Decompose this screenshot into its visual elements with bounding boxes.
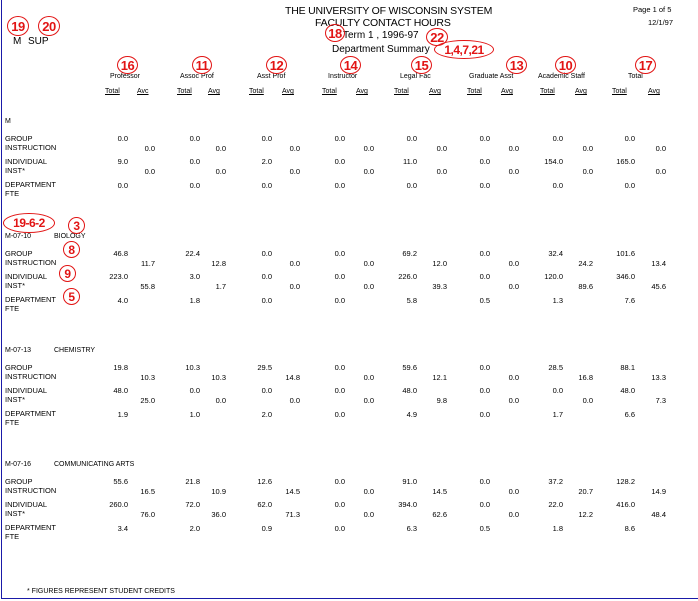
cell-total: 0.0	[334, 157, 345, 166]
cell-total: 0.0	[624, 134, 635, 143]
cell-value: 1.8	[552, 524, 563, 533]
column-header: Total	[628, 73, 643, 80]
cell-total: 0.0	[479, 386, 490, 395]
cell-avg: 0.0	[508, 396, 519, 405]
cell-total: 2.0	[261, 157, 272, 166]
cell-total: 0.0	[117, 134, 128, 143]
column-header: Academic Staff	[538, 73, 585, 80]
cell-value: 0.0	[552, 181, 563, 190]
cell-avg: 0.0	[289, 167, 300, 176]
cell-total: 0.0	[334, 249, 345, 258]
cell-avg: 0.0	[508, 510, 519, 519]
cell-value: 1.7	[552, 410, 563, 419]
cell-value: 1.8	[189, 296, 200, 305]
report-date: 12/1/97	[648, 18, 674, 27]
cell-total: 101.6	[616, 249, 635, 258]
cell-value: 0.0	[261, 181, 272, 190]
row-label: INDIVIDUAL	[5, 386, 48, 395]
cell-total: 346.0	[616, 272, 635, 281]
annotation-mark: 9	[59, 265, 76, 282]
cell-avg: 0.0	[289, 282, 300, 291]
cell-avg: 0.0	[582, 167, 593, 176]
cell-total: 0.0	[189, 386, 200, 395]
cell-avg: 71.3	[285, 510, 300, 519]
subhead-total: Total	[322, 88, 337, 95]
annotation-mark: 11	[192, 56, 212, 74]
annotation-mark: 15	[411, 56, 432, 74]
cell-total: 394.0	[398, 500, 417, 509]
cell-total: 21.8	[185, 477, 200, 486]
cell-avg: 12.0	[432, 259, 447, 268]
section-code: M-07-13	[5, 347, 32, 354]
subhead-avg: Avc	[137, 88, 149, 95]
row-label: GROUP	[5, 363, 33, 372]
section-code: M-07-16	[5, 461, 32, 468]
row-label: INSTRUCTION	[5, 258, 57, 267]
cell-total: 0.0	[261, 386, 272, 395]
row-label: INST*	[5, 395, 26, 404]
cell-total: 0.0	[334, 477, 345, 486]
cell-total: 0.0	[261, 272, 272, 281]
cell-total: 69.2	[402, 249, 417, 258]
cell-value: 6.3	[406, 524, 417, 533]
annotation-mark: 8	[63, 241, 80, 258]
cell-value: 0.0	[334, 524, 345, 533]
cell-avg: 0.0	[215, 167, 226, 176]
cell-avg: 0.0	[508, 259, 519, 268]
cell-avg: 0.0	[582, 144, 593, 153]
cell-avg: 16.5	[140, 487, 155, 496]
cell-total: 0.0	[479, 500, 490, 509]
cell-avg: 0.0	[363, 259, 374, 268]
cell-total: 3.0	[189, 272, 200, 281]
row-label: FTE	[5, 532, 20, 541]
row-label: INST*	[5, 281, 26, 290]
cell-total: 0.0	[334, 363, 345, 372]
row-label: FTE	[5, 418, 20, 427]
term-label: Term 1 , 1996-97	[343, 30, 419, 41]
cell-avg: 0.0	[289, 144, 300, 153]
page-number: Page 1 of 5	[633, 5, 672, 14]
cell-avg: 10.3	[140, 373, 155, 382]
cell-total: 0.0	[479, 477, 490, 486]
cell-value: 0.5	[479, 524, 490, 533]
cell-total: 416.0	[616, 500, 635, 509]
cell-avg: 0.0	[289, 396, 300, 405]
cell-total: 28.5	[548, 363, 563, 372]
cell-total: 0.0	[479, 134, 490, 143]
row-label: DEPARTMENT	[5, 523, 56, 532]
cell-avg: 0.0	[508, 373, 519, 382]
cell-avg: 20.7	[578, 487, 593, 496]
cell-total: 0.0	[406, 134, 417, 143]
annotation-mark: 1,4,7,21	[434, 40, 494, 59]
cell-avg: 0.0	[363, 373, 374, 382]
footnote: * FIGURES REPRESENT STUDENT CREDITS	[27, 588, 175, 595]
section-code: M	[5, 118, 11, 125]
cell-avg: 13.4	[651, 259, 666, 268]
row-label: FTE	[5, 189, 20, 198]
cell-total: 165.0	[616, 157, 635, 166]
cell-avg: 16.8	[578, 373, 593, 382]
cell-avg: 7.3	[655, 396, 666, 405]
subhead-avg: Avg	[356, 88, 368, 95]
cell-total: 22.0	[548, 500, 563, 509]
campus-code: M	[13, 36, 22, 47]
column-header: Assoc Prof	[180, 73, 214, 80]
cell-total: 12.6	[257, 477, 272, 486]
cell-avg: 0.0	[436, 167, 447, 176]
cell-avg: 0.0	[508, 167, 519, 176]
subhead-total: Total	[177, 88, 192, 95]
row-label: INSTRUCTION	[5, 143, 57, 152]
annotation-mark: 22	[426, 28, 448, 46]
cell-avg: 14.5	[432, 487, 447, 496]
cell-total: 9.0	[117, 157, 128, 166]
sup-label: SUP	[28, 36, 49, 47]
cell-total: 32.4	[548, 249, 563, 258]
subhead-avg: Avg	[282, 88, 294, 95]
cell-total: 62.0	[257, 500, 272, 509]
cell-avg: 9.8	[436, 396, 447, 405]
cell-value: 0.0	[406, 181, 417, 190]
cell-value: 4.9	[406, 410, 417, 419]
summary-label: Department Summary	[332, 44, 430, 55]
cell-avg: 12.1	[432, 373, 447, 382]
cell-value: 6.6	[624, 410, 635, 419]
cell-avg: 62.6	[432, 510, 447, 519]
cell-avg: 76.0	[140, 510, 155, 519]
cell-avg: 0.0	[363, 487, 374, 496]
cell-total: 154.0	[544, 157, 563, 166]
cell-avg: 48.4	[651, 510, 666, 519]
cell-value: 0.0	[189, 181, 200, 190]
cell-total: 128.2	[616, 477, 635, 486]
cell-total: 29.5	[257, 363, 272, 372]
cell-avg: 39.3	[432, 282, 447, 291]
cell-total: 0.0	[479, 363, 490, 372]
cell-total: 48.0	[620, 386, 635, 395]
row-label: GROUP	[5, 249, 33, 258]
cell-avg: 10.9	[211, 487, 226, 496]
cell-value: 0.0	[334, 181, 345, 190]
cell-total: 55.6	[113, 477, 128, 486]
cell-avg: 1.7	[215, 282, 226, 291]
cell-total: 72.0	[185, 500, 200, 509]
subhead-avg: Avg	[648, 88, 660, 95]
cell-total: 0.0	[261, 134, 272, 143]
cell-value: 0.9	[261, 524, 272, 533]
cell-value: 1.9	[117, 410, 128, 419]
cell-avg: 0.0	[289, 259, 300, 268]
cell-avg: 55.8	[140, 282, 155, 291]
cell-total: 37.2	[548, 477, 563, 486]
annotation-mark: 20	[38, 16, 60, 36]
section-name: CHEMISTRY	[54, 347, 96, 354]
report-subtitle: FACULTY CONTACT HOURS	[315, 17, 451, 29]
cell-value: 0.0	[334, 296, 345, 305]
annotation-mark: 10	[555, 56, 576, 74]
cell-value: 0.0	[479, 181, 490, 190]
cell-total: 88.1	[620, 363, 635, 372]
cell-avg: 25.0	[140, 396, 155, 405]
annotation-mark: 17	[635, 56, 656, 74]
cell-total: 0.0	[479, 249, 490, 258]
cell-avg: 0.0	[363, 167, 374, 176]
cell-avg: 0.0	[655, 167, 666, 176]
cell-total: 223.0	[109, 272, 128, 281]
column-header: Instructor	[328, 73, 358, 80]
cell-avg: 0.0	[215, 144, 226, 153]
cell-value: 3.4	[117, 524, 128, 533]
cell-avg: 36.0	[211, 510, 226, 519]
cell-avg: 14.5	[285, 487, 300, 496]
cell-total: 0.0	[552, 134, 563, 143]
column-header: Asst Prof	[257, 73, 286, 80]
cell-avg: 0.0	[363, 510, 374, 519]
annotation-mark: 13	[506, 56, 527, 74]
cell-total: 0.0	[261, 249, 272, 258]
annotation-mark: 19	[7, 16, 29, 36]
annotation-mark: 5	[63, 288, 80, 305]
cell-total: 0.0	[189, 157, 200, 166]
column-header: Graduate Asst	[469, 73, 514, 80]
cell-total: 226.0	[398, 272, 417, 281]
cell-total: 46.8	[113, 249, 128, 258]
cell-total: 10.3	[185, 363, 200, 372]
subhead-avg: Avg	[501, 88, 513, 95]
cell-total: 22.4	[185, 249, 200, 258]
cell-avg: 10.3	[211, 373, 226, 382]
cell-avg: 0.0	[436, 144, 447, 153]
cell-avg: 14.9	[651, 487, 666, 496]
cell-value: 7.6	[624, 296, 635, 305]
cell-avg: 0.0	[144, 144, 155, 153]
row-label: INDIVIDUAL	[5, 157, 48, 166]
cell-value: 8.6	[624, 524, 635, 533]
cell-value: 0.0	[261, 296, 272, 305]
subhead-avg: Avg	[208, 88, 220, 95]
annotation-mark: 16	[117, 56, 138, 74]
cell-total: 19.8	[113, 363, 128, 372]
section-code: M-07-10	[5, 233, 32, 240]
column-header: Professor	[110, 73, 140, 80]
subhead-avg: Avg	[575, 88, 587, 95]
row-label: GROUP	[5, 134, 33, 143]
cell-total: 48.0	[402, 386, 417, 395]
annotation-mark: 19-6-2	[3, 213, 55, 233]
cell-avg: 0.0	[144, 167, 155, 176]
cell-avg: 0.0	[363, 396, 374, 405]
row-label: DEPARTMENT	[5, 180, 56, 189]
annotation-mark: 12	[266, 56, 287, 74]
cell-avg: 24.2	[578, 259, 593, 268]
cell-avg: 0.0	[508, 487, 519, 496]
subhead-total: Total	[612, 88, 627, 95]
cell-total: 260.0	[109, 500, 128, 509]
row-label: INSTRUCTION	[5, 486, 57, 495]
row-label: DEPARTMENT	[5, 295, 56, 304]
cell-value: 1.0	[189, 410, 200, 419]
cell-avg: 45.6	[651, 282, 666, 291]
cell-total: 0.0	[334, 272, 345, 281]
cell-avg: 0.0	[215, 396, 226, 405]
subhead-total: Total	[105, 88, 120, 95]
cell-avg: 12.8	[211, 259, 226, 268]
annotation-mark: 18	[325, 24, 345, 42]
cell-value: 0.0	[334, 410, 345, 419]
cell-total: 0.0	[334, 386, 345, 395]
cell-avg: 0.0	[508, 144, 519, 153]
cell-avg: 0.0	[363, 144, 374, 153]
cell-value: 0.5	[479, 296, 490, 305]
report-title: THE UNIVERSITY OF WISCONSIN SYSTEM	[285, 5, 493, 17]
row-label: INSTRUCTION	[5, 372, 57, 381]
cell-value: 0.0	[624, 181, 635, 190]
subhead-total: Total	[249, 88, 264, 95]
cell-total: 0.0	[479, 272, 490, 281]
cell-total: 11.0	[402, 157, 417, 166]
row-label: INDIVIDUAL	[5, 500, 48, 509]
cell-avg: 13.3	[651, 373, 666, 382]
cell-value: 0.0	[479, 410, 490, 419]
cell-total: 0.0	[479, 157, 490, 166]
cell-avg: 89.6	[578, 282, 593, 291]
cell-avg: 14.8	[285, 373, 300, 382]
cell-value: 2.0	[189, 524, 200, 533]
cell-total: 0.0	[334, 500, 345, 509]
cell-value: 4.0	[117, 296, 128, 305]
cell-total: 48.0	[113, 386, 128, 395]
cell-avg: 0.0	[508, 282, 519, 291]
cell-value: 1.3	[552, 296, 563, 305]
column-header: Legal Fac	[400, 73, 431, 80]
cell-avg: 11.7	[140, 259, 155, 268]
subhead-avg: Avg	[429, 88, 441, 95]
cell-total: 0.0	[334, 134, 345, 143]
row-label: INST*	[5, 166, 26, 175]
section-name: BIOLOGY	[54, 233, 86, 240]
cell-value: 5.8	[406, 296, 417, 305]
cell-value: 2.0	[261, 410, 272, 419]
cell-total: 0.0	[552, 386, 563, 395]
cell-total: 120.0	[544, 272, 563, 281]
row-label: GROUP	[5, 477, 33, 486]
subhead-total: Total	[467, 88, 482, 95]
cell-avg: 12.2	[578, 510, 593, 519]
cell-total: 91.0	[402, 477, 417, 486]
cell-total: 59.6	[402, 363, 417, 372]
annotation-mark: 14	[340, 56, 361, 74]
cell-avg: 0.0	[363, 282, 374, 291]
annotation-mark: 3	[68, 217, 85, 234]
cell-total: 0.0	[189, 134, 200, 143]
cell-value: 0.0	[117, 181, 128, 190]
row-label: FTE	[5, 304, 20, 313]
cell-avg: 0.0	[655, 144, 666, 153]
subhead-total: Total	[540, 88, 555, 95]
subhead-total: Total	[394, 88, 409, 95]
row-label: DEPARTMENT	[5, 409, 56, 418]
section-name: COMMUNICATING ARTS	[54, 461, 135, 468]
row-label: INDIVIDUAL	[5, 272, 48, 281]
row-label: INST*	[5, 509, 26, 518]
cell-avg: 0.0	[582, 396, 593, 405]
